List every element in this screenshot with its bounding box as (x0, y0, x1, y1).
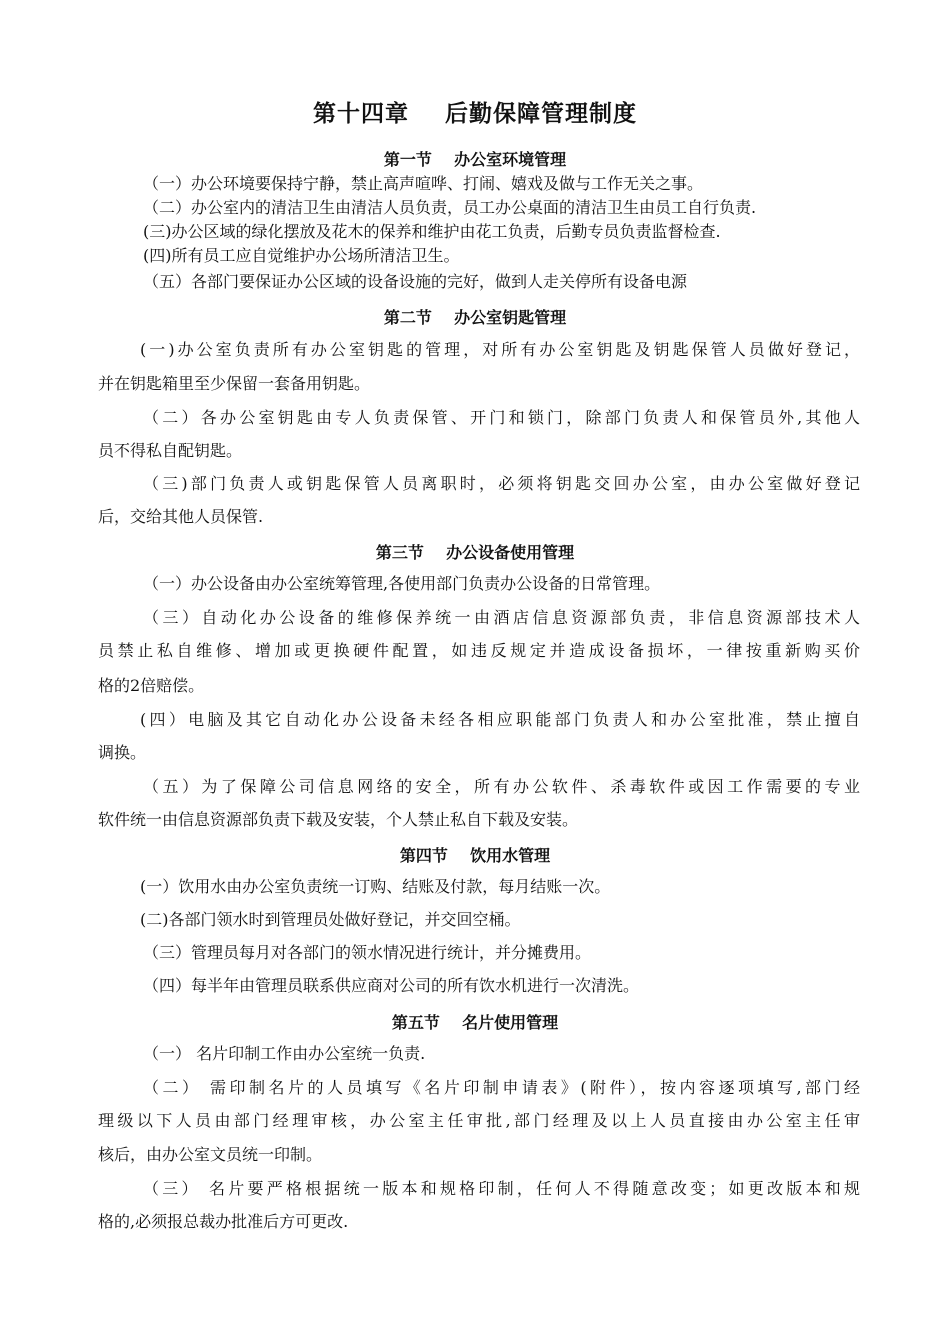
paragraph-line: （五）各部门要保证办公区域的设备设施的完好，做到人走关停所有设备电源 (143, 272, 688, 291)
paragraph-line: (一）饮用水由办公室负责统一订购、结账及付款，每月结账一次。 (140, 877, 611, 896)
section-heading: 第四节 饮用水管理 (399, 846, 551, 865)
paragraph-line: 格的2倍赔偿。 (98, 676, 205, 695)
paragraph-line: 调换。 (98, 743, 147, 762)
paragraph-line: (四)所有员工应自觉维护办公场所清洁卫生。 (143, 246, 460, 265)
paragraph-line: 格的,必须报总裁办批准后方可更改. (98, 1212, 349, 1231)
section-heading: 第二节 办公室钥匙管理 (383, 308, 567, 327)
paragraph-line: （一） 名片印制工作由办公室统一负责. (143, 1044, 426, 1063)
paragraph-line: （四）每半年由管理员联系供应商对公司的所有饮水机进行一次清洗。 (143, 976, 640, 995)
paragraph-line: (三)办公区域的绿化摆放及花木的保养和维护由花工负责，后勤专员负责监督检查. (143, 222, 721, 241)
paragraph-line: 并在钥匙箱里至少保留一套备用钥匙。 (98, 374, 371, 393)
paragraph-line: （二） 需印制名片的人员填写《名片印制申请表》(附件），按内容逐项填写,部门经 (143, 1078, 860, 1097)
section-heading: 第一节 办公室环境管理 (383, 150, 567, 169)
paragraph-line: （一）办公设备由办公室统筹管理,各使用部门负责办公设备的日常管理。 (143, 574, 661, 593)
paragraph-line: （三） 名片要严格根据统一版本和规格印制，任何人不得随意改变；如更改版本和规 (143, 1179, 860, 1198)
paragraph-line: (二)各部门领水时到管理员处做好登记，并交回空桶。 (140, 910, 521, 929)
section-heading: 第五节 名片使用管理 (391, 1013, 559, 1032)
paragraph-line: （五）为了保障公司信息网络的安全，所有办公软件、杀毒软件或因工作需要的专业 (143, 777, 860, 796)
paragraph-line: （三）自动化办公设备的维修保养统一由酒店信息资源部负责，非信息资源部技术人 (143, 608, 860, 627)
paragraph-line: 后，交给其他人员保管. (98, 507, 264, 526)
paragraph-line: (一)办公室负责所有办公室钥匙的管理，对所有办公室钥匙及钥匙保管人员做好登记， (140, 340, 860, 359)
paragraph-line: （二）各办公室钥匙由专人负责保管、开门和锁门，除部门负责人和保管员外,其他人 (143, 408, 860, 427)
section-heading: 第三节 办公设备使用管理 (375, 543, 575, 562)
paragraph-line: 软件统一由信息资源部负责下载及安装，个人禁止私自下载及安装。 (98, 810, 579, 829)
paragraph-line: (四）电脑及其它自动化办公设备未经各相应职能部门负责人和办公室批准，禁止擅自 (140, 710, 860, 729)
paragraph-line: （二）办公室内的清洁卫生由清洁人员负责，员工办公桌面的清洁卫生由员工自行负责. (143, 198, 757, 217)
paragraph-line: （三）管理员每月对各部门的领水情况进行统计，并分摊费用。 (143, 943, 592, 962)
chapter-title: 第十四章 后勤保障管理制度 (312, 101, 638, 127)
paragraph-line: 员禁止私自维修、增加或更换硬件配置，如违反规定并造成设备损坏，一律按重新购买价 (98, 641, 860, 660)
paragraph-line: （三)部门负责人或钥匙保管人员离职时，必须将钥匙交回办公室，由办公室做好登记 (143, 474, 860, 493)
paragraph-line: （一）办公环境要保持宁静，禁止高声喧哗、打闹、嬉戏及做与工作无关之事。 (143, 174, 704, 193)
paragraph-line: 核后，由办公室文员统一印制。 (98, 1145, 323, 1164)
paragraph-line: 理级以下人员由部门经理审核，办公室主任审批,部门经理及以上人员直接由办公室主任审 (98, 1111, 860, 1130)
paragraph-line: 员不得私自配钥匙。 (98, 441, 243, 460)
